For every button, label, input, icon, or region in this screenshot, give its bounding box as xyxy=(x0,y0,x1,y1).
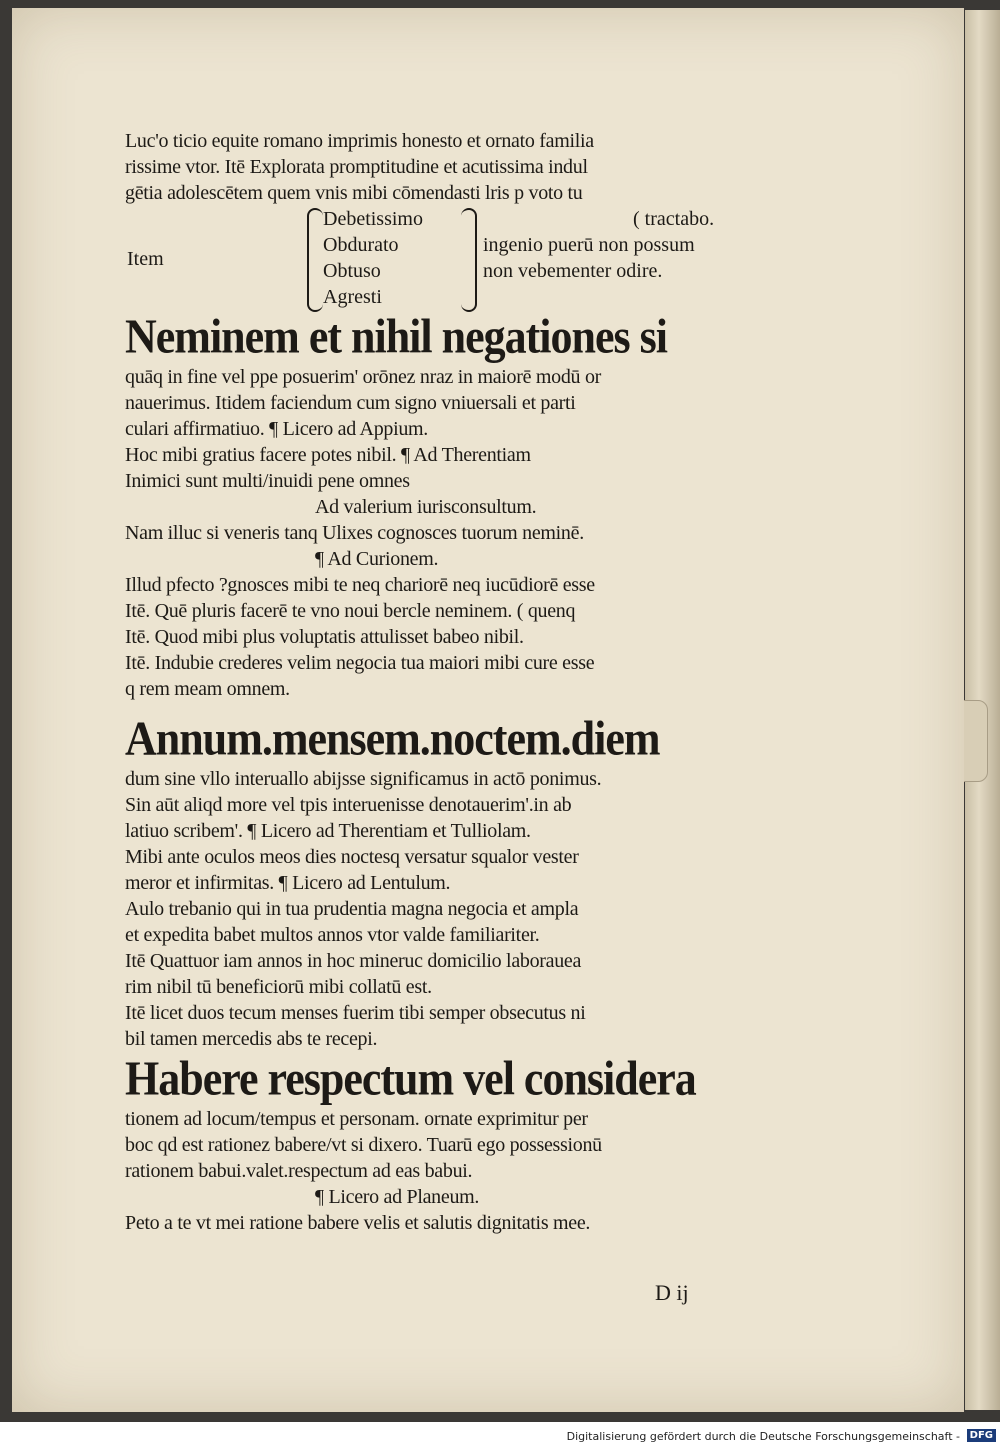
right-brace xyxy=(461,208,477,312)
text-line: Itē Quattuor iam annos in hoc mineruc domicilio laborauea xyxy=(125,950,582,972)
text-line: rationem babui.valet.respectum ad eas babui. xyxy=(125,1160,473,1182)
list-item: Obdurato xyxy=(323,234,399,256)
text-line: Nam illuc si veneris tanq Ulixes cognosces tuorum neminē. xyxy=(125,522,584,544)
text-line: Mibi ante oculos meos dies noctesq versatur squalor vester xyxy=(125,846,579,868)
text-line: Sin aūt aliqd more vel tpis interuenisse denotauerim'.in ab xyxy=(125,794,572,816)
bracket-list xyxy=(125,206,795,310)
text-line: Hoc mibi gratius facere potes nibil. ¶ Ad Therentiam xyxy=(125,444,531,466)
list-item: non vebementer odire. xyxy=(483,260,663,282)
text-line: bil tamen mercedis abs te recepi. xyxy=(125,1028,378,1050)
text-line: rissime vtor. Itē Explorata promptitudine et acutissima indul xyxy=(125,156,588,178)
text-line: meror et infirmitas. ¶ Licero ad Lentulum. xyxy=(125,872,451,894)
list-item: Obtuso xyxy=(323,260,381,282)
bracket-left-list xyxy=(323,206,423,310)
text-line: tionem ad locum/tempus et personam. ornate exprimitur per xyxy=(125,1108,588,1130)
text-line: rim nibil tū beneficiorū mibi collatū est. xyxy=(125,976,432,998)
citation-line: ¶ Licero ad Planeum. xyxy=(315,1186,480,1208)
text-line: Peto a te vt mei ratione babere velis et salutis dignitatis mee. xyxy=(125,1212,591,1234)
text-line: boc qd est rationez babere/vt si dixero. Tuarū ego possessionū xyxy=(125,1134,602,1156)
text-line: Illud pfecto ?gnosces mibi te neq chariorē neq iucūdiorē esse xyxy=(125,574,595,596)
footer-bar xyxy=(0,1422,1000,1452)
text-line: dum sine vllo interuallo abijsse significamus in actō ponimus. xyxy=(125,768,602,790)
text-line: Itē licet duos tecum menses fuerim tibi semper obsecutus ni xyxy=(125,1002,586,1024)
text-line: culari affirmatiuo. ¶ Licero ad Appium. xyxy=(125,418,429,440)
text-line: Itē. Quod mibi plus voluptatis attulisset babeo nibil. xyxy=(125,626,524,648)
page-tab xyxy=(960,700,988,782)
list-item: ( tractabo. xyxy=(633,208,715,230)
text-line: nauerimus. Itidem faciendum cum signo vniuersali et parti xyxy=(125,392,576,414)
section-heading: Habere respectum vel considera xyxy=(125,1051,696,1106)
list-item: ingenio puerū non possum xyxy=(483,234,695,256)
signature-mark: D ij xyxy=(655,1280,689,1305)
footer-credit: Digitalisierung gefördert durch die Deutsche Forschungsgemeinschaft - xyxy=(566,1430,960,1443)
text-line: gētia adolescētem quem vnis mibi cōmendasti lris p voto tu xyxy=(125,182,583,204)
text-line: Itē. Indubie crederes velim negocia tua maiori mibi cure esse xyxy=(125,652,595,674)
text-line: Inimici sunt multi/inuidi pene omnes xyxy=(125,470,410,492)
text-line: et expedita babet multos annos vtor valde familiariter. xyxy=(125,924,540,946)
bracket-right-list xyxy=(483,206,714,284)
section-heading: Neminem et nihil negationes si xyxy=(125,309,667,364)
dfg-logo: DFG xyxy=(967,1429,996,1442)
list-item: Debetissimo xyxy=(323,208,423,230)
citation-line: Ad valerium iurisconsultum. xyxy=(315,496,537,518)
text-line: Luc'o ticio equite romano imprimis honesto et ornato familia xyxy=(125,130,594,152)
text-line: q rem meam omnem. xyxy=(125,678,290,700)
text-line: Itē. Quē pluris facerē te vno noui bercle neminem. ( quenq xyxy=(125,600,576,622)
text-line: Aulo trebanio qui in tua prudentia magna negocia et ampla xyxy=(125,898,579,920)
section-heading: Annum.mensem.noctem.diem xyxy=(125,711,660,766)
text-line: latiuo scribem'. ¶ Licero ad Therentiam et Tulliolam. xyxy=(125,820,531,842)
page-text xyxy=(125,128,795,1236)
text-line: quāq in fine vel ppe posuerim' orōnez nraz in maiorē modū or xyxy=(125,366,602,388)
list-item: Agresti xyxy=(323,286,382,308)
bracket-label: Item xyxy=(127,248,164,270)
left-brace xyxy=(307,208,323,312)
citation-line: ¶ Ad Curionem. xyxy=(315,548,439,570)
